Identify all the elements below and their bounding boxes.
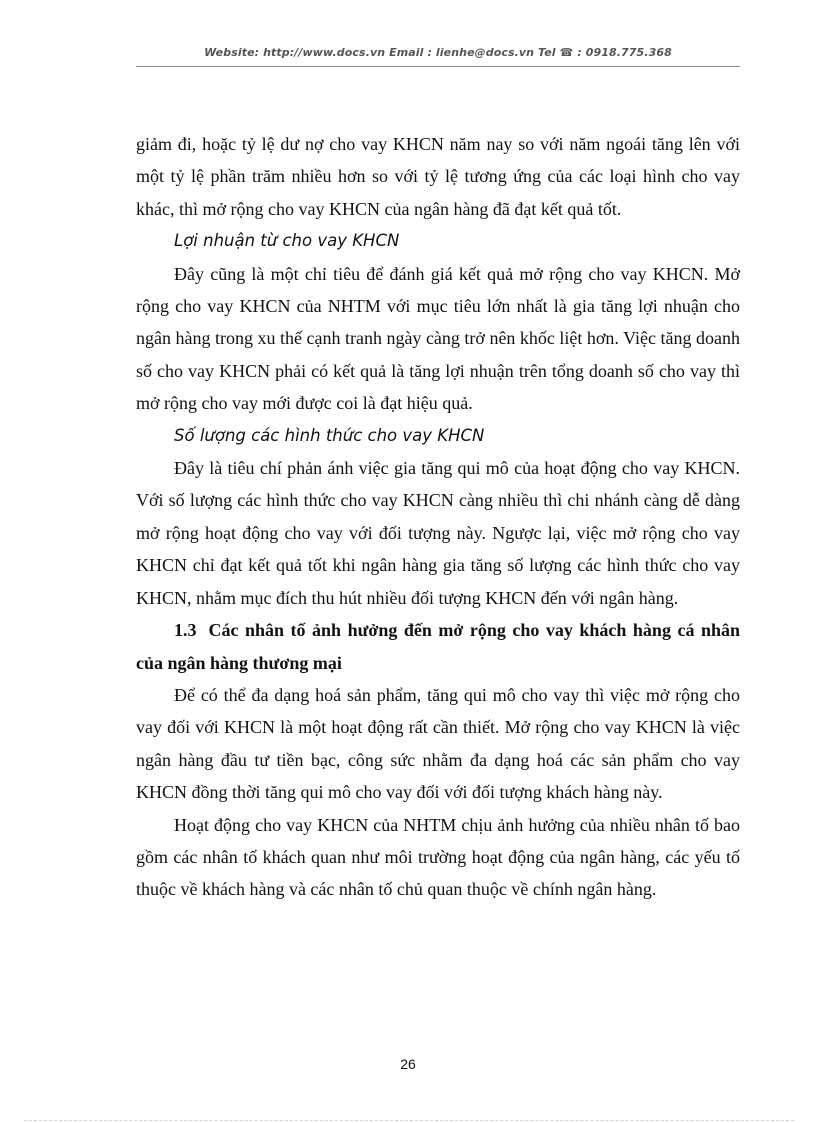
section-number: 1.3	[174, 620, 197, 641]
page-header	[136, 46, 740, 59]
header-divider	[136, 66, 740, 67]
header-contact-text: Website: http://www.docs.vn Email : lienhe@docs.vn Tel ☎ : 0918.775.368	[204, 46, 672, 59]
subheading-profit: Lợi nhuận từ cho vay KHCN	[174, 231, 400, 251]
section-title: Các nhân tố ảnh hưởng đến mở rộng cho vay khách hàng cá nhân của ngân hàng thương mại	[136, 620, 740, 673]
page-bottom-border	[24, 1120, 794, 1121]
paragraph-factors: Hoạt động cho vay KHCN của NHTM chịu ảnh hưởng của nhiều nhân tố bao gồm các nhân tố khách quan như môi trường hoạt động của ngân hàng, các yếu tố thuộc về khách hàng và các nhân tố chủ quan thuộc về chính ngân hàng.	[136, 814, 740, 900]
page-number: 26	[400, 1056, 416, 1072]
paragraph-loan-forms: Đây là tiêu chí phản ánh việc gia tăng qui mô của hoạt động cho vay KHCN. Với số lượng các hình thức cho vay KHCN càng nhiều thì chi nhánh càng dễ dàng mở rộng hoạt động cho vay với đối tượng này. Ngược lại, việc mở rộng cho vay KHCN chỉ đạt kết quả tốt khi ngân hàng gia tăng số lượng các hình thức cho vay KHCN, nhằm mục đích thu hút nhiều đối tượng KHCN đến với ngân hàng.	[136, 458, 740, 608]
section-heading	[136, 614, 740, 679]
paragraph-continuation: giảm đi, hoặc tỷ lệ dư nợ cho vay KHCN năm nay so với năm ngoái tăng lên với một tỷ lệ phần trăm nhiều hơn so với tỷ lệ tương ứng của các loại hình cho vay khác, thì mở rộng cho vay KHCN của ngân hàng đã đạt kết quả tốt.	[136, 134, 740, 219]
paragraph-diversification: Để có thể đa dạng hoá sản phẩm, tăng qui mô cho vay thì việc mở rộng cho vay đối với KHCN là một hoạt động rất cần thiết. Mở rộng cho vay KHCN là việc ngân hàng đầu tư tiền bạc, công sức nhằm đa dạng hoá các sản phẩm cho vay KHCN đồng thời tăng qui mô cho vay đối với đối tượng khách hàng này.	[136, 684, 740, 803]
document-body	[136, 128, 740, 906]
subheading-loan-forms: Số lượng các hình thức cho vay KHCN	[174, 425, 485, 445]
paragraph-profit: Đây cũng là một chỉ tiêu để đánh giá kết quả mở rộng cho vay KHCN. Mở rộng cho vay KHCN của NHTM với mục tiêu lớn nhất là gia tăng lợi nhuận cho ngân hàng trong xu thế cạnh tranh ngày càng trở nên khốc liệt hơn. Việc tăng doanh số cho vay KHCN phải có kết quả là tăng lợi nhuận trên tổng doanh số cho vay thì mở rộng cho vay mới được coi là đạt hiệu quả.	[136, 263, 740, 414]
